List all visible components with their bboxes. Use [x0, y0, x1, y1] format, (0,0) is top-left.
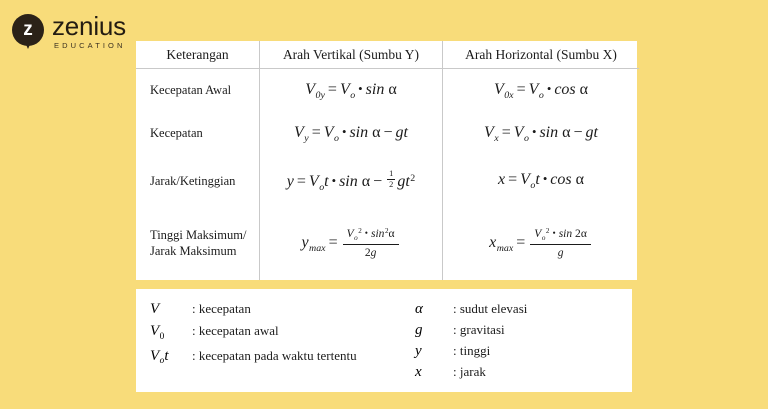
formula-horizontal-jarak-ketinggian: $x = V_ot$ • cos α: [497, 171, 585, 191]
formula-vertical-kecepatan: $V_y = V_o$ • sin α − gt: [260, 112, 443, 155]
legend-description-alpha: : sudut elevasi: [453, 301, 528, 316]
logo-circle-badge-icon: [12, 14, 44, 46]
legend-description-v0: : kecepatan awal: [192, 323, 279, 338]
zenius-logo-mark: [12, 14, 46, 48]
legend-description-vot: : kecepatan pada waktu tertentu: [192, 347, 357, 363]
legend-item: [150, 302, 412, 317]
legend-item: [150, 324, 412, 342]
table-row: [136, 112, 639, 155]
logo-letter: z: [23, 19, 33, 40]
column-header-horizontal: Arah Horizontal (Sumbu X): [443, 41, 640, 69]
formula-vertical-kecepatan-awal: $V_{0y} = V_o$ • sin α: [260, 69, 443, 113]
legend-columns: [136, 289, 632, 392]
legend-item: [150, 349, 412, 367]
column-header-keterangan: Keterangan: [136, 41, 260, 69]
legend-item: [415, 344, 632, 359]
table-row: [136, 207, 639, 280]
logo-tagline: EDUCATION: [54, 41, 126, 50]
legend-symbol-v: V: [150, 301, 160, 317]
legend-symbol-y: y: [415, 343, 422, 359]
row-label-maksimum-line2: Jarak Maksimum: [150, 244, 237, 259]
zenius-logo: [12, 11, 126, 51]
column-header-vertical: Arah Vertikal (Sumbu Y): [260, 41, 443, 69]
formula-horizontal-jarak-maksimum: $x_{max}$ = $\frac{V_o^2 • \sin 2\alpha}{g}$: [443, 207, 640, 280]
legend-item: [415, 365, 632, 380]
legend-description-y: : tinggi: [453, 343, 491, 358]
formula-table-header: [136, 41, 639, 69]
formula-horizontal-kecepatan-awal: $V_{0x} = V_o$ • cos α: [493, 80, 589, 101]
legend-card: [136, 289, 632, 392]
row-label-kecepatan: Kecepatan: [136, 112, 260, 155]
formula-horizontal-kecepatan: $V_x = V_o$ • sin α − gt: [484, 123, 598, 144]
formula-table: [136, 41, 639, 280]
legend-symbol-g: g: [415, 322, 423, 338]
legend-symbol-vot: $V_ot$: [150, 347, 169, 367]
formula-vertical-tinggi-maksimum: $y_{max}$ = $\frac{V_o^2 • \sin^2\alpha}{2g}$: [260, 207, 443, 280]
legend-item: [415, 302, 632, 317]
legend-symbol-alpha: α: [415, 301, 423, 317]
row-label-kecepatan-awal: Kecepatan Awal: [136, 69, 260, 113]
logo-wordmark: zenius: [52, 11, 126, 41]
formula-table-card: [136, 41, 637, 280]
legend-column-left: [136, 302, 412, 392]
formula-table-body: [136, 69, 639, 281]
row-label-maksimum-line1: Tinggi Maksimum/: [150, 227, 247, 242]
row-label-jarak-ketinggian: Jarak/Ketinggian: [136, 155, 260, 207]
table-header-row: [136, 41, 639, 69]
legend-column-right: [412, 302, 632, 392]
legend-item: [415, 323, 632, 338]
legend-description-g: : gravitasi: [453, 322, 505, 337]
logo-text-block: [52, 13, 126, 51]
legend-description-v: : kecepatan: [192, 301, 251, 316]
formula-vertical-jarak-ketinggian: $y = V_ot$ • sin α − $\frac{1}{2}$ $gt^2$: [260, 155, 443, 207]
legend-symbol-v0: $V_0$: [150, 323, 165, 342]
row-label-maksimum: [136, 207, 260, 280]
legend-symbol-x: x: [415, 364, 422, 380]
table-row: [136, 155, 639, 207]
table-row: [136, 69, 639, 113]
legend-description-x: : jarak: [453, 364, 486, 379]
